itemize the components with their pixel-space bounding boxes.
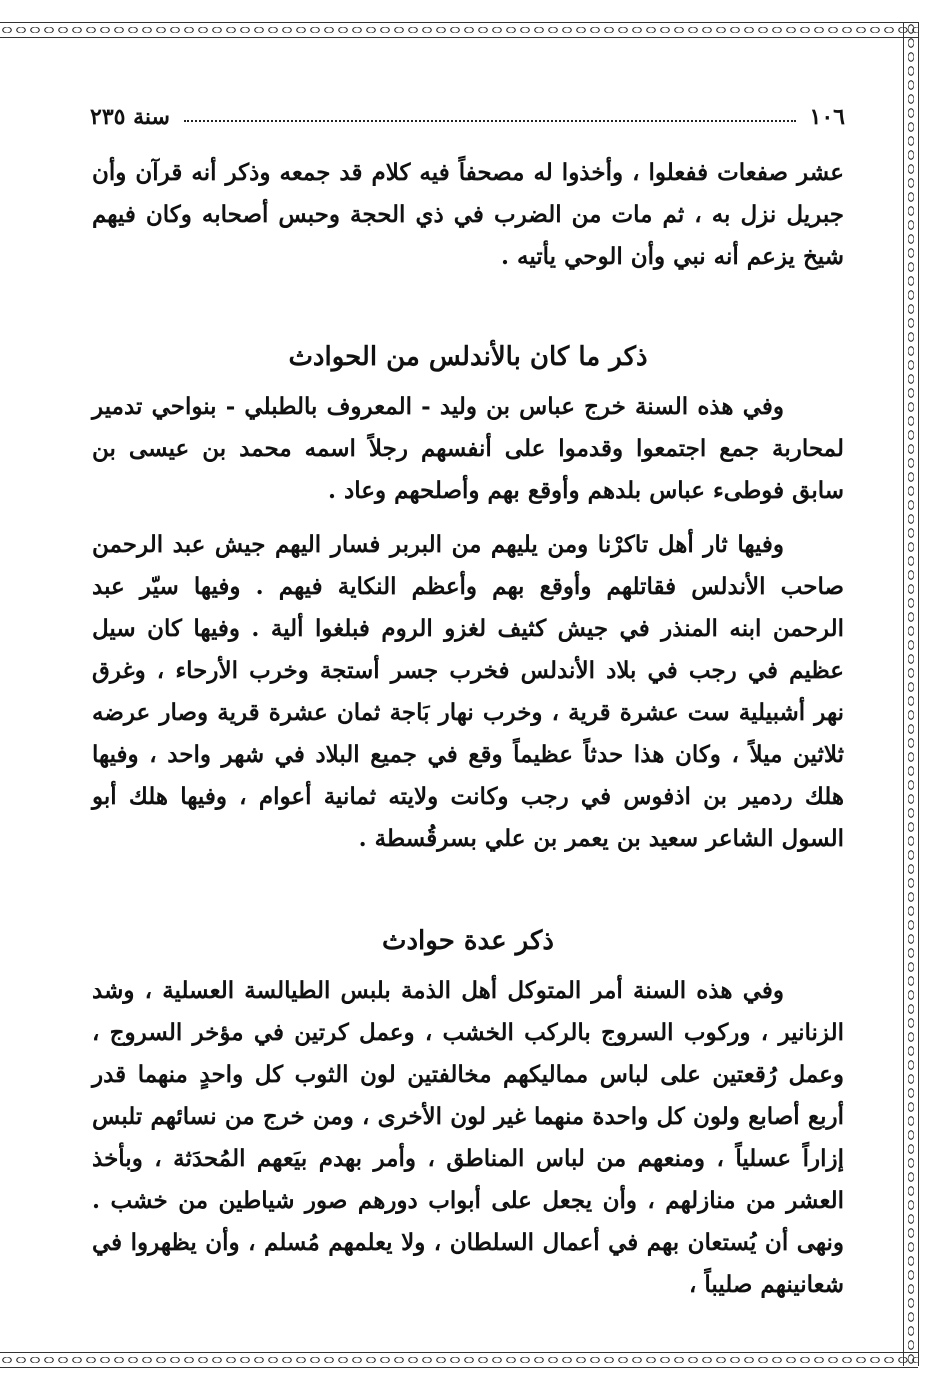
paragraph-mutawakkil: وفي هذه السنة أمر المتوكل أهل الذمة بلبس الطيالسة العسلية ، وشد الزنانير ، وركوب السروج بالركب الخشب ، وعمل كرتين في مؤخر السروج ، وعمل رُقعتين على لباس مماليكهم مخالفتين لون الثوب كل واحدٍ منهما قدر أربع أصابع ولون كل واحدة منهما غير لون الأخرى ، ومن خرج من نسائهم تلبس إزاراً عسلياً ، ومنعهم من لباس المناطق ، وأمر بهدم بيَعهم المُحدَثة ، وبأخذ العشر من منازلهم ، وأن يجعل على أبواب دورهم صور شياطين من خشب . ونهى أن يُستعان بهم في أعمال السلطان ، ولا يعلمهم مُسلم ، وأن يظهروا في شعانينهم صليباً ، [92, 977, 844, 1298]
section-heading-events: ذكر عدة حوادث [382, 926, 554, 956]
decorative-border-top [0, 22, 918, 38]
section-heading-andalus: ذكر ما كان بالأندلس من الحوادث [288, 342, 648, 372]
year-label: سنة ٢٣٥ [90, 104, 170, 130]
running-header [90, 100, 845, 134]
decorative-border-right [903, 22, 919, 1366]
page-body [92, 152, 844, 1306]
header-dotted-leader [184, 120, 796, 122]
paragraph-abbas: وفي هذه السنة خرج عباس بن وليد - المعروف بالطبلي - بنواحي تدمير لمحاربة جمع اجتمعوا وقدموا على أنفسهم رجلاً اسمه محمد بن عيسى بن سابق فوطىء عباس بلدهم وأوقع بهم وأصلحهم وعاد . [92, 393, 844, 504]
paragraph-continuation: عشر صفعات ففعلوا ، وأخذوا له مصحفاً فيه كلام قد جمعه وذكر أنه قرآن وأن جبريل نزل به ، ثم مات من الضرب في ذي الحجة وحبس أصحابه وكان فيهم شيخ يزعم أنه نبي وأن الوحي يأتيه . [92, 159, 844, 270]
page-number: ١٠٦ [809, 104, 845, 130]
decorative-border-bottom [0, 1352, 918, 1368]
paragraph-events-andalus: وفيها ثار أهل تاكرْنا ومن يليهم من البربر فسار اليهم جيش عبد الرحمن صاحب الأندلس فقاتلهم وأوقع بهم وأعظم النكاية فيهم . وفيها سيّر عبد الرحمن ابنه المنذر في جيش كثيف لغزو الروم فبلغوا ألية . وفيها كان سيل عظيم في رجب في بلاد الأندلس فخرب جسر أستجة وخرب الأرحاء ، وغرق نهر أشبيلية ست عشرة قرية ، وخرب نهار بَاجة ثمان عشرة قرية وصار عرضه ثلاثين ميلاً ، وكان هذا حدثاً عظيماً وقع في جميع البلاد في شهر واحد ، وفيها هلك ردمير بن اذفوس في رجب وكانت ولايته ثمانية أعوام ، وفيها هلك أبو السول الشاعر سعيد بن يعمر بن علي بسرقُسطة . [92, 531, 844, 852]
